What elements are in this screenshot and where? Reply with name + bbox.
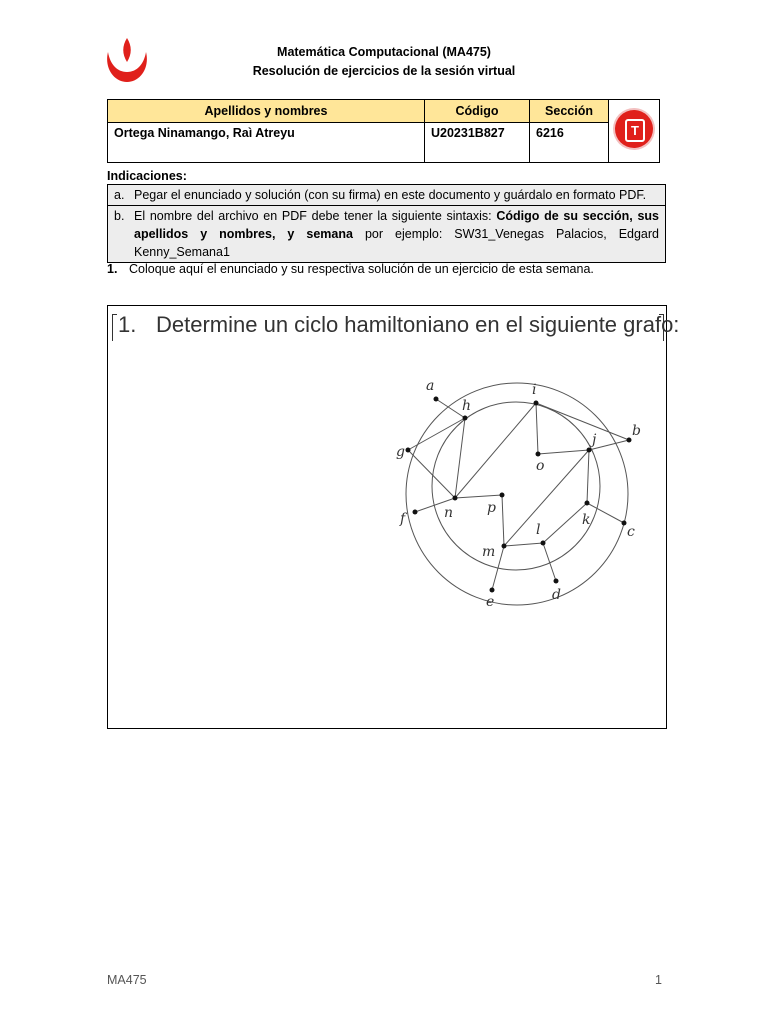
course-title: Matemática Computacional (MA475) (277, 45, 491, 59)
vertex-label-n: n (444, 505, 454, 521)
question-text: Coloque aquí el enunciado y su respectiva solución de un ejercicio de esta semana. (129, 262, 594, 276)
hamiltonian-graph (388, 366, 658, 616)
indication-text: Pegar el enunciado y solución (con su firma) en este documento y guárdalo en formato PDF. (134, 188, 647, 202)
indication-a (108, 185, 665, 205)
vertex-label-h: h (462, 398, 472, 414)
vertex-label-e: e (486, 594, 495, 610)
vertex-label-p: p (487, 500, 496, 516)
vertex-label-i: i (532, 382, 537, 398)
student-info-table (107, 99, 660, 163)
vertex-label-d: d (552, 587, 561, 603)
vertex-label-a: a (426, 378, 435, 394)
vertex-label-b: b (632, 423, 641, 439)
vertex-label-g: g (396, 444, 405, 460)
vertex-label-l: l (536, 522, 541, 538)
student-code: U20231B827 (425, 123, 530, 163)
student-name: Ortega Ninamango, Raì Atreyu (108, 123, 425, 163)
indication-b (108, 205, 665, 262)
indication-letter: b. (114, 209, 125, 223)
question-1 (107, 262, 594, 276)
student-section: 6216 (530, 123, 609, 163)
vertex-label-j: j (592, 432, 597, 448)
badge-cell (609, 100, 660, 163)
vertex-label-f: f (400, 511, 406, 527)
header-section: Sección (530, 100, 609, 123)
vertex-label-k: k (582, 512, 591, 528)
problem-title: 1. Determine un ciclo hamiltoniano en el siguiente grafo: (118, 312, 680, 337)
footer-course-code: MA475 (107, 973, 147, 987)
indication-text: El nombre del archivo en PDF debe tener la siguiente sintaxis: Código de su sección, sus apellidos y nombres, y semana por ejemplo: SW31_Venegas Palacios, Edgard Kenny_Semana1 (134, 209, 659, 259)
header-code: Código (425, 100, 530, 123)
page-number: 1 (655, 973, 662, 987)
answer-box (107, 305, 680, 729)
vertex-label-c: c (627, 524, 635, 540)
indications-title: Indicaciones: (107, 169, 187, 183)
vertex-label-o: o (536, 458, 545, 474)
question-number: 1. (107, 262, 118, 276)
signature-app-icon: T (615, 110, 653, 148)
document-subtitle: Resolución de ejercicios de la sesión virtual (252, 64, 516, 78)
upc-logo (104, 36, 150, 88)
vertex-label-m: m (482, 544, 496, 560)
indications-box (107, 184, 666, 263)
indication-letter: a. (114, 188, 125, 202)
header-names: Apellidos y nombres (108, 100, 425, 123)
